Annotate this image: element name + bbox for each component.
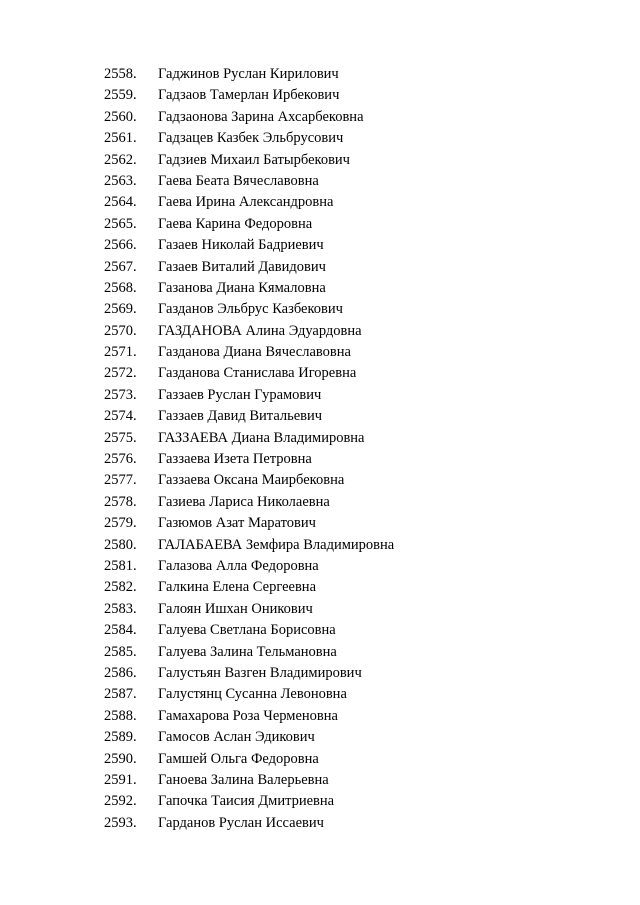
list-item [0, 577, 640, 598]
entry-number: 2572. [104, 365, 137, 382]
entry-number: 2569. [104, 301, 137, 318]
entry-number: 2590. [104, 750, 137, 767]
list-item [0, 535, 640, 556]
list-item [0, 706, 640, 727]
entry-number: 2586. [104, 664, 137, 681]
list-item [0, 235, 640, 256]
entry-name: Гамшей Ольга Федоровна [158, 750, 319, 767]
entry-number: 2580. [104, 536, 137, 553]
entry-name: Гарданов Руслан Иссаевич [158, 814, 324, 831]
entry-number: 2558. [104, 66, 137, 82]
list-item [0, 85, 640, 106]
entry-number: 2574. [104, 408, 137, 425]
entry-number: 2561. [104, 130, 137, 147]
list-item [0, 321, 640, 342]
entry-number: 2560. [104, 108, 137, 125]
entry-number: 2585. [104, 643, 137, 660]
entry-name: Газюмов Азат Маратович [158, 515, 316, 532]
list-item [0, 150, 640, 171]
list-item [0, 513, 640, 534]
entry-number: 2593. [104, 814, 137, 831]
list-item [0, 128, 640, 149]
entry-name: Газзаев Давид Витальевич [158, 408, 323, 425]
name-list [0, 64, 640, 834]
entry-number: 2568. [104, 279, 137, 296]
list-item [0, 406, 640, 427]
entry-name: Гаджинов Руслан Кирилович [158, 66, 339, 82]
list-item [0, 791, 640, 812]
entry-number: 2573. [104, 386, 137, 403]
entry-number: 2592. [104, 793, 137, 810]
list-item [0, 492, 640, 513]
entry-name: Гадзиев Михаил Батырбекович [158, 151, 350, 168]
entry-number: 2577. [104, 472, 137, 489]
entry-number: 2559. [104, 87, 137, 104]
entry-name: Галуева Светлана Борисовна [158, 622, 336, 639]
entry-name: Гамосов Аслан Эдикович [158, 729, 315, 746]
list-item [0, 385, 640, 406]
list-item [0, 620, 640, 641]
list-item [0, 813, 640, 834]
list-item [0, 449, 640, 470]
entry-name: Гаева Карина Федоровна [158, 215, 313, 232]
list-item [0, 171, 640, 192]
entry-name: Газданова Диана Вячеславовна [158, 344, 351, 361]
list-item [0, 556, 640, 577]
list-item [0, 749, 640, 770]
list-item [0, 257, 640, 278]
entry-number: 2571. [104, 344, 137, 361]
list-item [0, 363, 640, 384]
list-item [0, 727, 640, 748]
entry-name: Гадзацев Казбек Эльбрусович [158, 130, 344, 147]
entry-name: Газанова Диана Кямаловна [158, 279, 326, 296]
entry-number: 2578. [104, 493, 137, 510]
entry-name: Гаева Беата Вячеславовна [158, 172, 319, 189]
entry-number: 2588. [104, 707, 137, 724]
entry-number: 2575. [104, 429, 137, 446]
entry-number: 2589. [104, 729, 137, 746]
list-item [0, 470, 640, 491]
list-item [0, 278, 640, 299]
entry-name: Галуева Залина Тельмановна [158, 643, 337, 660]
entry-name: Газзаева Изета Петровна [158, 451, 312, 468]
entry-number: 2567. [104, 258, 137, 275]
entry-name: Галустьян Вазген Владимирович [158, 664, 362, 681]
list-item [0, 770, 640, 791]
list-item [0, 428, 640, 449]
list-item [0, 684, 640, 705]
entry-name: Газаев Виталий Давидович [158, 258, 326, 275]
entry-name: Гаева Ирина Александровна [158, 194, 334, 211]
entry-number: 2579. [104, 515, 137, 532]
list-item [0, 214, 640, 235]
entry-name: ГАЛАБАЕВА Земфира Владимировна [158, 536, 395, 553]
list-item [0, 663, 640, 684]
entry-name: Газиева Лариса Николаевна [158, 493, 330, 510]
entry-name: Газаев Николай Бадриевич [158, 237, 324, 254]
entry-name: Галазова Алла Федоровна [158, 557, 319, 574]
entry-name: Галкина Елена Сергеевна [158, 579, 316, 596]
entry-name: Газданова Станислава Игоревна [158, 365, 357, 382]
entry-name: Гамахарова Роза Черменовна [158, 707, 338, 724]
entry-number: 2570. [104, 322, 137, 339]
list-item [0, 299, 640, 320]
entry-name: Галустянц Сусанна Левоновна [158, 686, 347, 703]
entry-number: 2564. [104, 194, 137, 211]
entry-number: 2587. [104, 686, 137, 703]
entry-number: 2576. [104, 451, 137, 468]
entry-name: Гадзаов Тамерлан Ирбекович [158, 87, 340, 104]
entry-number: 2582. [104, 579, 137, 596]
entry-number: 2563. [104, 172, 137, 189]
entry-name: Гадзаонова Зарина Ахсарбековна [158, 108, 364, 125]
entry-number: 2584. [104, 622, 137, 639]
entry-name: ГАЗЗАЕВА Диана Владимировна [158, 429, 365, 446]
list-item [0, 107, 640, 128]
list-item [0, 192, 640, 213]
list-item [0, 599, 640, 620]
entry-name: Гапочка Таисия Дмитриевна [158, 793, 335, 810]
entry-name: ГАЗДАНОВА Алина Эдуардовна [158, 322, 362, 339]
list-item [0, 342, 640, 363]
entry-name: Галоян Ишхан Оникович [158, 600, 313, 617]
list-item [0, 64, 640, 85]
entry-number: 2581. [104, 557, 137, 574]
entry-number: 2591. [104, 771, 137, 788]
entry-number: 2562. [104, 151, 137, 168]
list-item [0, 642, 640, 663]
entry-number: 2565. [104, 215, 137, 232]
entry-name: Ганоева Залина Валерьевна [158, 771, 329, 788]
entry-name: Газзаева Оксана Маирбековна [158, 472, 345, 489]
entry-number: 2566. [104, 237, 137, 254]
entry-number: 2583. [104, 600, 137, 617]
entry-name: Газданов Эльбрус Казбекович [158, 301, 343, 318]
entry-name: Газзаев Руслан Гурамович [158, 386, 322, 403]
